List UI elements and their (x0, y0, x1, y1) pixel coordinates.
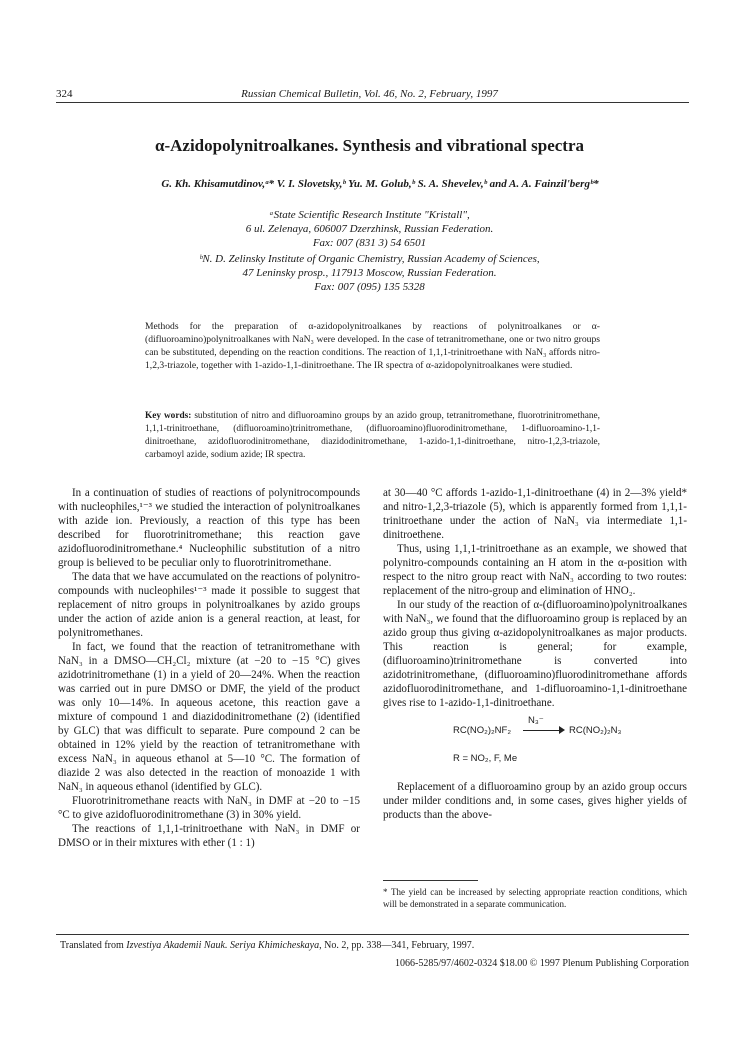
affiliation-b-line: Fax: 007 (095) 135 5328 (314, 281, 425, 293)
author-list: G. Kh. Khisamutdinov,ᵃ* V. I. Slovetsky,ᵇ Yu. M. Golub,ᵇ S. A. Shevelev,ᵇ and A. A. Fainzil'bergᵇ* (161, 178, 599, 190)
affiliation-b (0, 252, 739, 294)
article-title: α-Azidopolynitroalkanes. Synthesis and vibrational spectra (154, 136, 585, 155)
copyright-line: 1066-5285/97/4602-0324 $18.00 © 1997 Plenum Publishing Corporation (395, 958, 689, 969)
body-paragraph: Thus, using 1,1,1-trinitroethane as an example, we showed that polynitro-compounds containing an H atom in the α-position with respect to the nitro group react with NaN₃ according to two routes: replacement of the nitro-group and elimination of HNO₂. (383, 543, 687, 597)
affiliation-a (0, 208, 739, 250)
translation-source: Izvestiya Akademii Nauk. Seriya Khimicheskaya (126, 940, 320, 951)
body-paragraph: The reactions of 1,1,1-trinitroethane with NaN₃ in DMF or DMSO or in their mixtures with ether (1 : 1) (58, 823, 360, 849)
body-paragraph: The data that we have accumulated on the reactions of polynitro-compounds with nucleophiles¹⁻³ made it possible to suggest that replacement of nitro groups in polynitroalkanes by azido groups under the action of azide anion is a general reaction, at least, for polynitromethanes. (58, 571, 360, 639)
body-paragraph: Fluorotrinitromethane reacts with NaN₃ in DMF at −20 to −15 °C to give azidofluorodinitromethane (3) in 30% yield. (58, 795, 360, 821)
running-header: Russian Chemical Bulletin, Vol. 46, No. 2, February, 1997 (241, 88, 498, 100)
translation-note (60, 940, 690, 951)
body-paragraph: Replacement of a difluoroamino group by an azido group occurs under milder conditions and, in some cases, gives higher yields of products than the above- (383, 781, 687, 821)
translation-suffix: , No. 2, pp. 338—341, February, 1997. (319, 940, 475, 951)
footnote: * The yield can be increased by selecting appropriate reaction conditions, which will be demonstrated in a separate communication. (383, 887, 687, 909)
scheme-reagent: N₃⁻ (528, 715, 544, 726)
body-paragraph: at 30—40 °C affords 1-azido-1,1-dinitroethane (4) in 2—3% yield* and nitro-1,2,3-triazole (5), which is apparently formed from 1,1,1-trinitroethane under the action of NaN₃ via intermediate 1,1-dinitroethene. (383, 487, 687, 541)
arrow-head-icon (559, 726, 565, 734)
reaction-arrow (523, 730, 563, 731)
footnote-rule (383, 880, 478, 881)
keywords-label: Key words: (145, 411, 192, 421)
reaction-scheme (383, 714, 687, 774)
right-column (383, 486, 687, 822)
scheme-r-definition: R = NO₂, F, Me (453, 753, 518, 764)
affiliation-b-line: ᵇN. D. Zelinsky Institute of Organic Chemistry, Russian Academy of Sciences, (199, 253, 540, 265)
left-column (58, 486, 360, 850)
keywords (145, 410, 600, 462)
scheme-reactant: RC(NO₂)₂NF₂ (453, 725, 512, 736)
footer-rule (56, 934, 689, 935)
affiliation-a-line: ᵃState Scientific Research Institute "Kristall", (269, 209, 470, 221)
keywords-text: substitution of nitro and difluoroamino groups by an azido group, tetranitromethane, fluorotrinitromethane, 1,1,1-trinitroethane, (difluoroamino)trinitromethane, (difluoroamino)fluorodinitromethane, 1-difluoroamino-1,1-dinitroethane, azidofluorodinitromethane, diazidodinitromethane, 1-azido-1,1-dinitroethane, nitro-1,2,3-triazole, carbamoyl azide, sodium azide; IR spectra. (145, 411, 600, 460)
body-paragraph: In our study of the reaction of α-(difluoroamino)polynitroalkanes with NaN₃, we found that the difluoroamino group is replaced by an azido group thus giving α-azidopolynitroalkanes as major products. This reaction is general; for example, (difluoroamino)trinitromethane is converted into azidotrinitromethane, (difluoroamino)fluorodinitromethane affords azidofluorodinitromethane, and 1-difluoroamino-1,1-dinitroethane gives rise to 1-azido-1,1-dinitroethane. (383, 599, 687, 709)
affiliation-b-line: 47 Leninsky prosp., 117913 Moscow, Russian Federation. (242, 267, 497, 279)
affiliation-a-line: Fax: 007 (831 3) 54 6501 (312, 237, 427, 249)
abstract: Methods for the preparation of α-azidopolynitroalkanes by reactions of polynitroalkanes or α-(difluoroamino)polynitroalkanes with NaN₃ were developed. In the case of tetranitromethane, one or two nitro groups can be substituted, depending on the reaction conditions. The reaction of 1,1,1-trinitroethane with NaN₃ affords nitro-1,2,3-triazole, together with 1-azido-1,1-dinitroethane. The IR spectra of α-azidopolynitroalkanes were studied. (145, 321, 600, 371)
body-paragraph: In fact, we found that the reaction of tetranitromethane with NaN₃ in a DMSO—CH₂Cl₂ mixture (at −20 to −15 °C) gives azidotrinitromethane (1) in a yield of 20—24%. When the reaction was carried out in pure DMSO or DMF, the yield of the product was only 10—14%. In aqueous acetone, this reaction gave a mixture of compound 1 and diazidodinitromethane (2) (identified by GLC) that was difficult to separate. Pure compound 2 can be obtained in 12% yield by the reaction of tetranitromethane with excess NaN₃ in aqueous ethanol at 5—10 °C. The formation of diazide 2 was also detected in the reaction of monoazide 1 with NaN₃ in aqueous ethanol (identified by GLC). (58, 641, 360, 793)
header-rule (56, 102, 689, 103)
translation-prefix: Translated from (60, 940, 127, 951)
scheme-product: RC(NO₂)₂N₃ (569, 725, 622, 736)
page-number: 324 (56, 88, 73, 100)
body-paragraph: In a continuation of studies of reactions of polynitrocompounds with nucleophiles,¹⁻³ we studied the interaction of polynitroalkanes with azide ion. Previously, a reaction of this type has been described for fluorotrinitromethane; this reaction gave azidofluorodinitromethane.⁴ Nucleophilic substitution of a nitro group is believed to be peculiar only to fluorotrinitromethane. (58, 487, 360, 569)
affiliation-a-line: 6 ul. Zelenaya, 606007 Dzerzhinsk, Russian Federation. (245, 223, 494, 235)
